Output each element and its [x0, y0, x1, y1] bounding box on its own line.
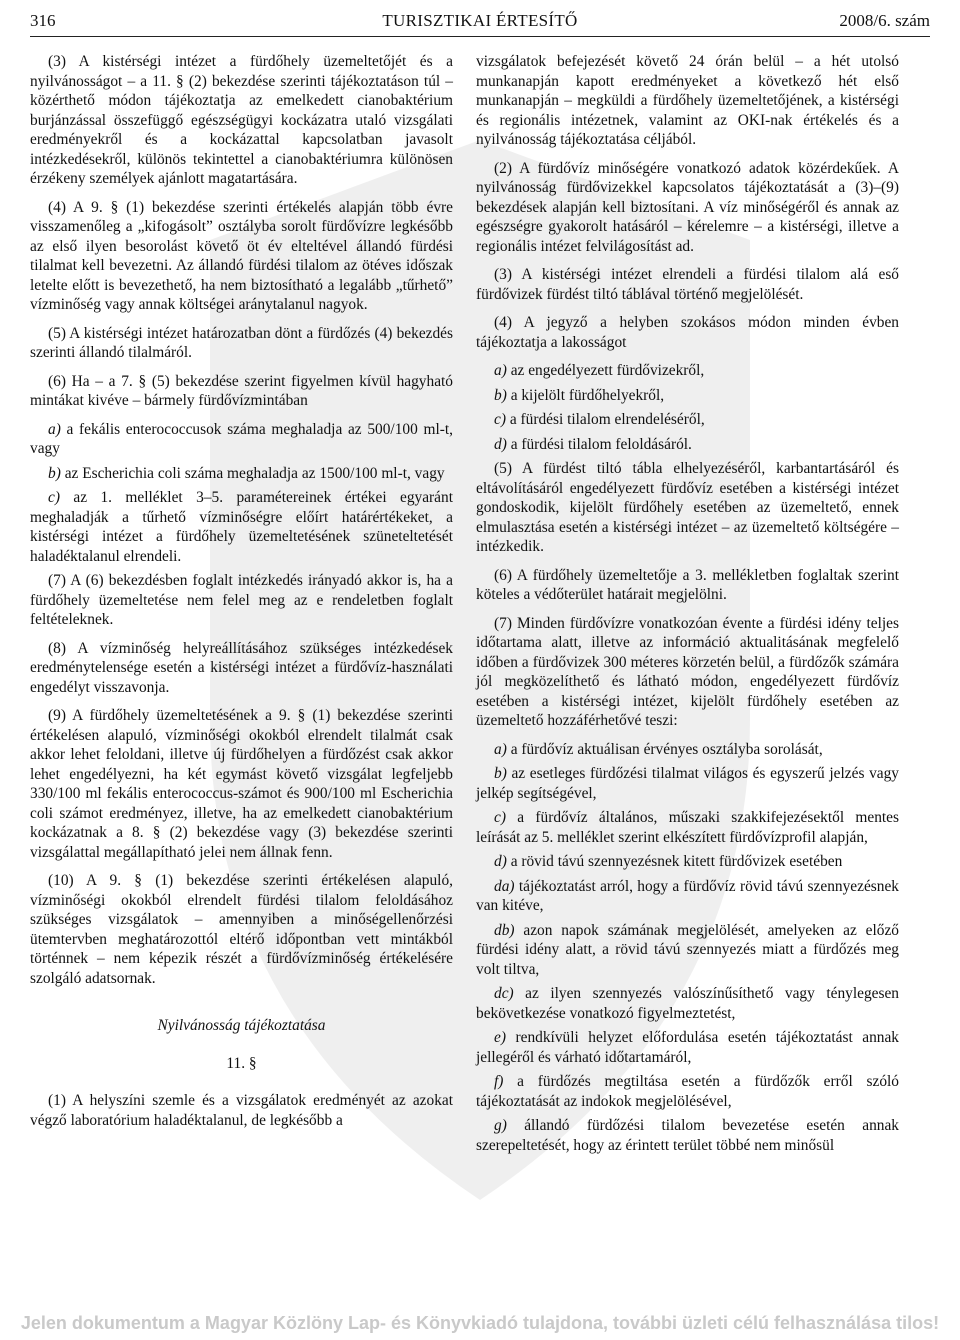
list-marker: a) — [494, 362, 507, 379]
list-item — [476, 852, 899, 872]
list-item — [476, 984, 899, 1023]
list-marker: d) — [494, 435, 507, 453]
list-item — [476, 808, 899, 847]
paragraph-text: az Escherichia coli száma meghaladja az 1500/100 ml-t, vagy — [64, 464, 445, 482]
list-item — [476, 764, 899, 803]
paragraph-text: (8) A vízminőség helyreállításához szükséges intézkedések eredménytelensége esetén a kistérségi intézet a fürdővíz-használati engedélyt visszavonja. — [30, 639, 453, 696]
paragraph — [30, 706, 453, 862]
paragraph-text: (6) A fürdőhely üzemeltetője a 3. mellékletben foglaltak szerint köteles a védőterület határait megjelölni. — [476, 566, 899, 603]
paragraph: (1) A helyszíni szemle és a vizsgálatok eredményét az azokat végző laboratórium haladéktalanul, de legkésőbb a — [30, 1092, 453, 1129]
list-item — [30, 420, 453, 459]
page-number: 316 — [30, 11, 56, 30]
paragraph — [30, 324, 453, 363]
paragraph — [30, 52, 453, 189]
paragraph — [476, 265, 899, 304]
list-item — [476, 1116, 899, 1155]
paragraph-text: rendkívüli helyzet előfordulása esetén tájékoztatást annak jellegéről és várható időtartamáról, — [476, 1029, 899, 1066]
paragraph — [476, 614, 899, 731]
paragraph-text: (10) A 9. § (1) bekezdése szerinti értékelésen alapuló, vízminőségi okokból elrendelt fürdési tilalom feloldásához szükséges vizsgálatok – amennyiben a minőségellenőrzési ütemtervben meghatározottól eltérő időpontban vett mintákból történnek – nem képezik részét a fürdővízminőség értékelésére szolgáló adatsornak. — [30, 872, 453, 987]
list-marker: b) — [48, 464, 61, 482]
page-header — [30, 6, 930, 37]
paragraph — [30, 571, 453, 630]
paragraph-text: az engedélyezett fürdővizekről, — [510, 362, 705, 379]
list-item — [476, 361, 899, 381]
paragraph-text: (7) Minden fürdővízre vonatkozóan évente a fürdési idény teljes időtartama alatt, illetve az információ aktualitásának megfelelő időben a fürdővizek 300 méteres körzetén belül, a fürdőzők számára jól megközelíthető és látható módon, engedélyezett fürdővíz esetében a kistérségi intézet, kijelölt fürdőhely esetében az üzemeltető hozzáférhetővé teszi: — [476, 614, 899, 729]
list-item — [476, 1028, 899, 1067]
list-marker: f) — [494, 1073, 504, 1090]
issue-number: 2008/6. szám — [839, 11, 930, 30]
list-item — [30, 488, 453, 566]
paragraph-text: a rövid távú szennyezésnek kitett fürdővizek esetében — [510, 853, 843, 870]
paragraph-text: azon napok számának megjelölését, amelyeken az előző fürdési idény alatt, a rövid távú szennyezés miatt a fürdőzés meg volt tiltva, — [476, 921, 899, 978]
list-marker: c) — [494, 809, 506, 826]
list-marker: b) — [494, 765, 507, 782]
list-marker: c) — [48, 489, 60, 506]
paragraph-text: a fürdővíz általános, műszaki szakkifejezésektől mentes leírását az 5. melléklet szerint elkészített fürdővízprofil alapján, — [476, 809, 899, 846]
paragraph-text: állandó fürdőzési tilalom bevezetése esetén annak szerepeltetését, hogy az érintett terület többé nem minősül — [476, 1117, 899, 1154]
paragraph-text: (9) A fürdőhely üzemeltetésének a 9. § (1) bekezdése szerinti értékelésen alapuló, vízminőségi okokból elrendelt tilalmát csak akkor lehet feloldani, illetve új fürdőhelyen a fürdőzést csak akkor lehet engedélyezni, ha két egymást követő vizsgálat legfeljebb 330/100 ml fekális enterococcus-számot és 900/100 ml Escherichia coli számot eredményez, illetve, ha az emelkedett cianobaktérium kockázatnak a 8. § (2) bekezdése vagy (3) bekezdése szerinti vizsgálattal megállapítható jelei nem állnak fenn. — [30, 707, 453, 861]
list-marker: db) — [494, 921, 515, 939]
paragraph — [476, 566, 899, 605]
journal-title: TURISZTIKAI ÉRTESÍTŐ — [382, 11, 578, 30]
paragraph — [476, 459, 899, 557]
paragraph-text: vizsgálatok befejezését követő 24 órán belül – a hét utolsó munkanapján kapott eredményeket a következő hét első munkanapján – megküldi a fürdőhely üzemeltetőjének, a kistérségi és regionális intézetnek, valamint az OKI-nak értékelés és a nyilvánosság tájékoztatása céljából. — [476, 53, 899, 148]
paragraph-text: a fürdővíz aktuálisan érvényes osztályba sorolását, — [510, 740, 823, 758]
paragraph-text: (4) A jegyző a helyben szokásos módon minden évben tájékoztatja a lakosságot — [476, 314, 899, 351]
paragraph-text: a fekális enterococcusok száma meghaladja az 500/100 ml-t, vagy — [30, 420, 453, 457]
paragraph-text: a kijelölt fürdőhelyekről, — [510, 386, 665, 404]
paragraph — [30, 198, 453, 315]
list-item — [476, 1072, 899, 1111]
list-item — [476, 435, 899, 455]
paragraph-text: az esetleges fürdőzési tilalmat világos és egyszerű jelzés vagy jelkép segítségével, — [476, 765, 899, 802]
paragraph — [476, 313, 899, 352]
paragraph-text: (7) A (6) bekezdésben foglalt intézkedés irányadó akkor is, ha a fürdőhely üzemeltetése nem felel meg az e rendeletben foglalt feltételeknek. — [30, 572, 453, 628]
list-marker: e) — [494, 1029, 506, 1046]
paragraph-text: az ilyen szennyezés valószínűsíthető vagy ténylegesen bekövetkezése vonatkozó figyelmeztetést, — [476, 985, 899, 1022]
paragraph — [30, 871, 453, 988]
paragraph-text: a fürdési tilalom elrendeléséről, — [509, 411, 705, 428]
list-marker: da) — [494, 877, 515, 895]
right-column — [476, 52, 899, 1160]
list-item — [476, 877, 899, 916]
paragraph-text: (5) A fürdést tiltó tábla elhelyezéséről, karbantartásáról és eltávolításáról engedélyezett fürdővíz esetében a kistérségi intézet gondoskodik, kijelölt fürdőhely esetében az üzemeltető, ennek elmulasztása esetén a kistérségi intézet – az üzemeltető költségére – intézkedik. — [476, 460, 899, 555]
paragraph — [30, 372, 453, 411]
paragraph-text: az 1. melléklet 3–5. paramétereinek értékei egyaránt meghaladják a tűrhető vízminőségre előírt határértékeket, a kistérségi intézet a fürdőhely üzemeltetésének szüneteltetését haladéktalanul elrendeli. — [30, 489, 453, 565]
list-item — [476, 740, 899, 760]
list-marker: dc) — [494, 985, 514, 1002]
paragraph-text: (6) Ha – a 7. § (5) bekezdése szerint figyelmen kívül hagyható mintákat kivéve – bármely fürdővízmintában — [30, 372, 453, 409]
paragraph-text: a fürdési tilalom feloldásáról. — [510, 435, 692, 453]
paragraph — [476, 52, 899, 150]
list-item — [476, 386, 899, 406]
paragraph-text: tájékoztatást arról, hogy a fürdővíz rövid távú szennyezésnek van kitéve, — [476, 877, 899, 914]
list-marker: c) — [494, 411, 506, 428]
list-item — [30, 464, 453, 484]
left-column — [30, 52, 453, 1139]
list-marker: a) — [494, 740, 507, 758]
paragraph — [476, 159, 899, 257]
paragraph — [30, 639, 453, 698]
list-item — [476, 410, 899, 430]
list-marker: b) — [494, 386, 507, 404]
section-title: Nyilvánosság tájékoztatása — [157, 1017, 326, 1034]
paragraph-text: (3) A kistérségi intézet elrendeli a fürdési tilalom alá eső fürdővizek fürdést tiltó táblával történő megjelölését. — [476, 266, 899, 303]
list-item — [476, 921, 899, 980]
list-marker: a) — [48, 420, 61, 438]
list-marker: d) — [494, 853, 507, 870]
paragraph-text: (3) A kistérségi intézet a fürdőhely üzemeltetőjét és a nyilvánosságot – a 11. § (2) bekezdése szerinti tájékoztatáson túl – közérthető módon tájékoztatja az emelkedett cianobaktérium burjánzással összefüggő egészségügyi kockázatra utaló vizsgálati eredményekről és a kockázattal kapcsolatban javasolt intézkedésekről, különös tekintettel a cianobaktériumra különösen érzékeny személyek ajánlott magatartására. — [30, 53, 453, 187]
paragraph-text: (2) A fürdővíz minőségére vonatkozó adatok közérdekűek. A nyilvánosság fürdővizekkel kapcsolatos tájékoztatását a (3)–(9) bekezdések alapján kell biztosítani. A víz minőségéről és annak az egészségre gyakorolt hatásáról – kérelemre – a kistérségi, illetve a regionális intézet felvilágosítást ad. — [476, 159, 899, 255]
paragraph-text: a fürdőzés megtiltása esetén a fürdőzők erről szóló tájékoztatását az indokok megjelölésével, — [476, 1073, 899, 1110]
section-number: 11. § — [226, 1054, 257, 1072]
copyright-footer: Jelen dokumentum a Magyar Közlöny Lap- és Könyvkiadó tulajdona, további üzleti célú felhasználása tilos! — [20, 1313, 940, 1333]
paragraph-text: (5) A kistérségi intézet határozatban dönt a fürdőzés (4) bekezdés szerinti állandó tilalmáról. — [30, 324, 453, 361]
paragraph-text: (4) A 9. § (1) bekezdése szerinti értékelés alapján több évre visszamenőleg a „kifogásolt” osztályba sorolt fürdővízre legkésőbb az első ilyen besorolást követő öt év elteltével állandó fürdési tilalmat kell bevezetni. Az állandó fürdési tilalom az ötéves időszak letelte előtt is bevezethető, ha nem biztosítható a legalább „tűrhető” vízminőség vagy annak költségei aránytalanul nagyok. — [30, 198, 453, 313]
list-marker: g) — [494, 1117, 507, 1134]
